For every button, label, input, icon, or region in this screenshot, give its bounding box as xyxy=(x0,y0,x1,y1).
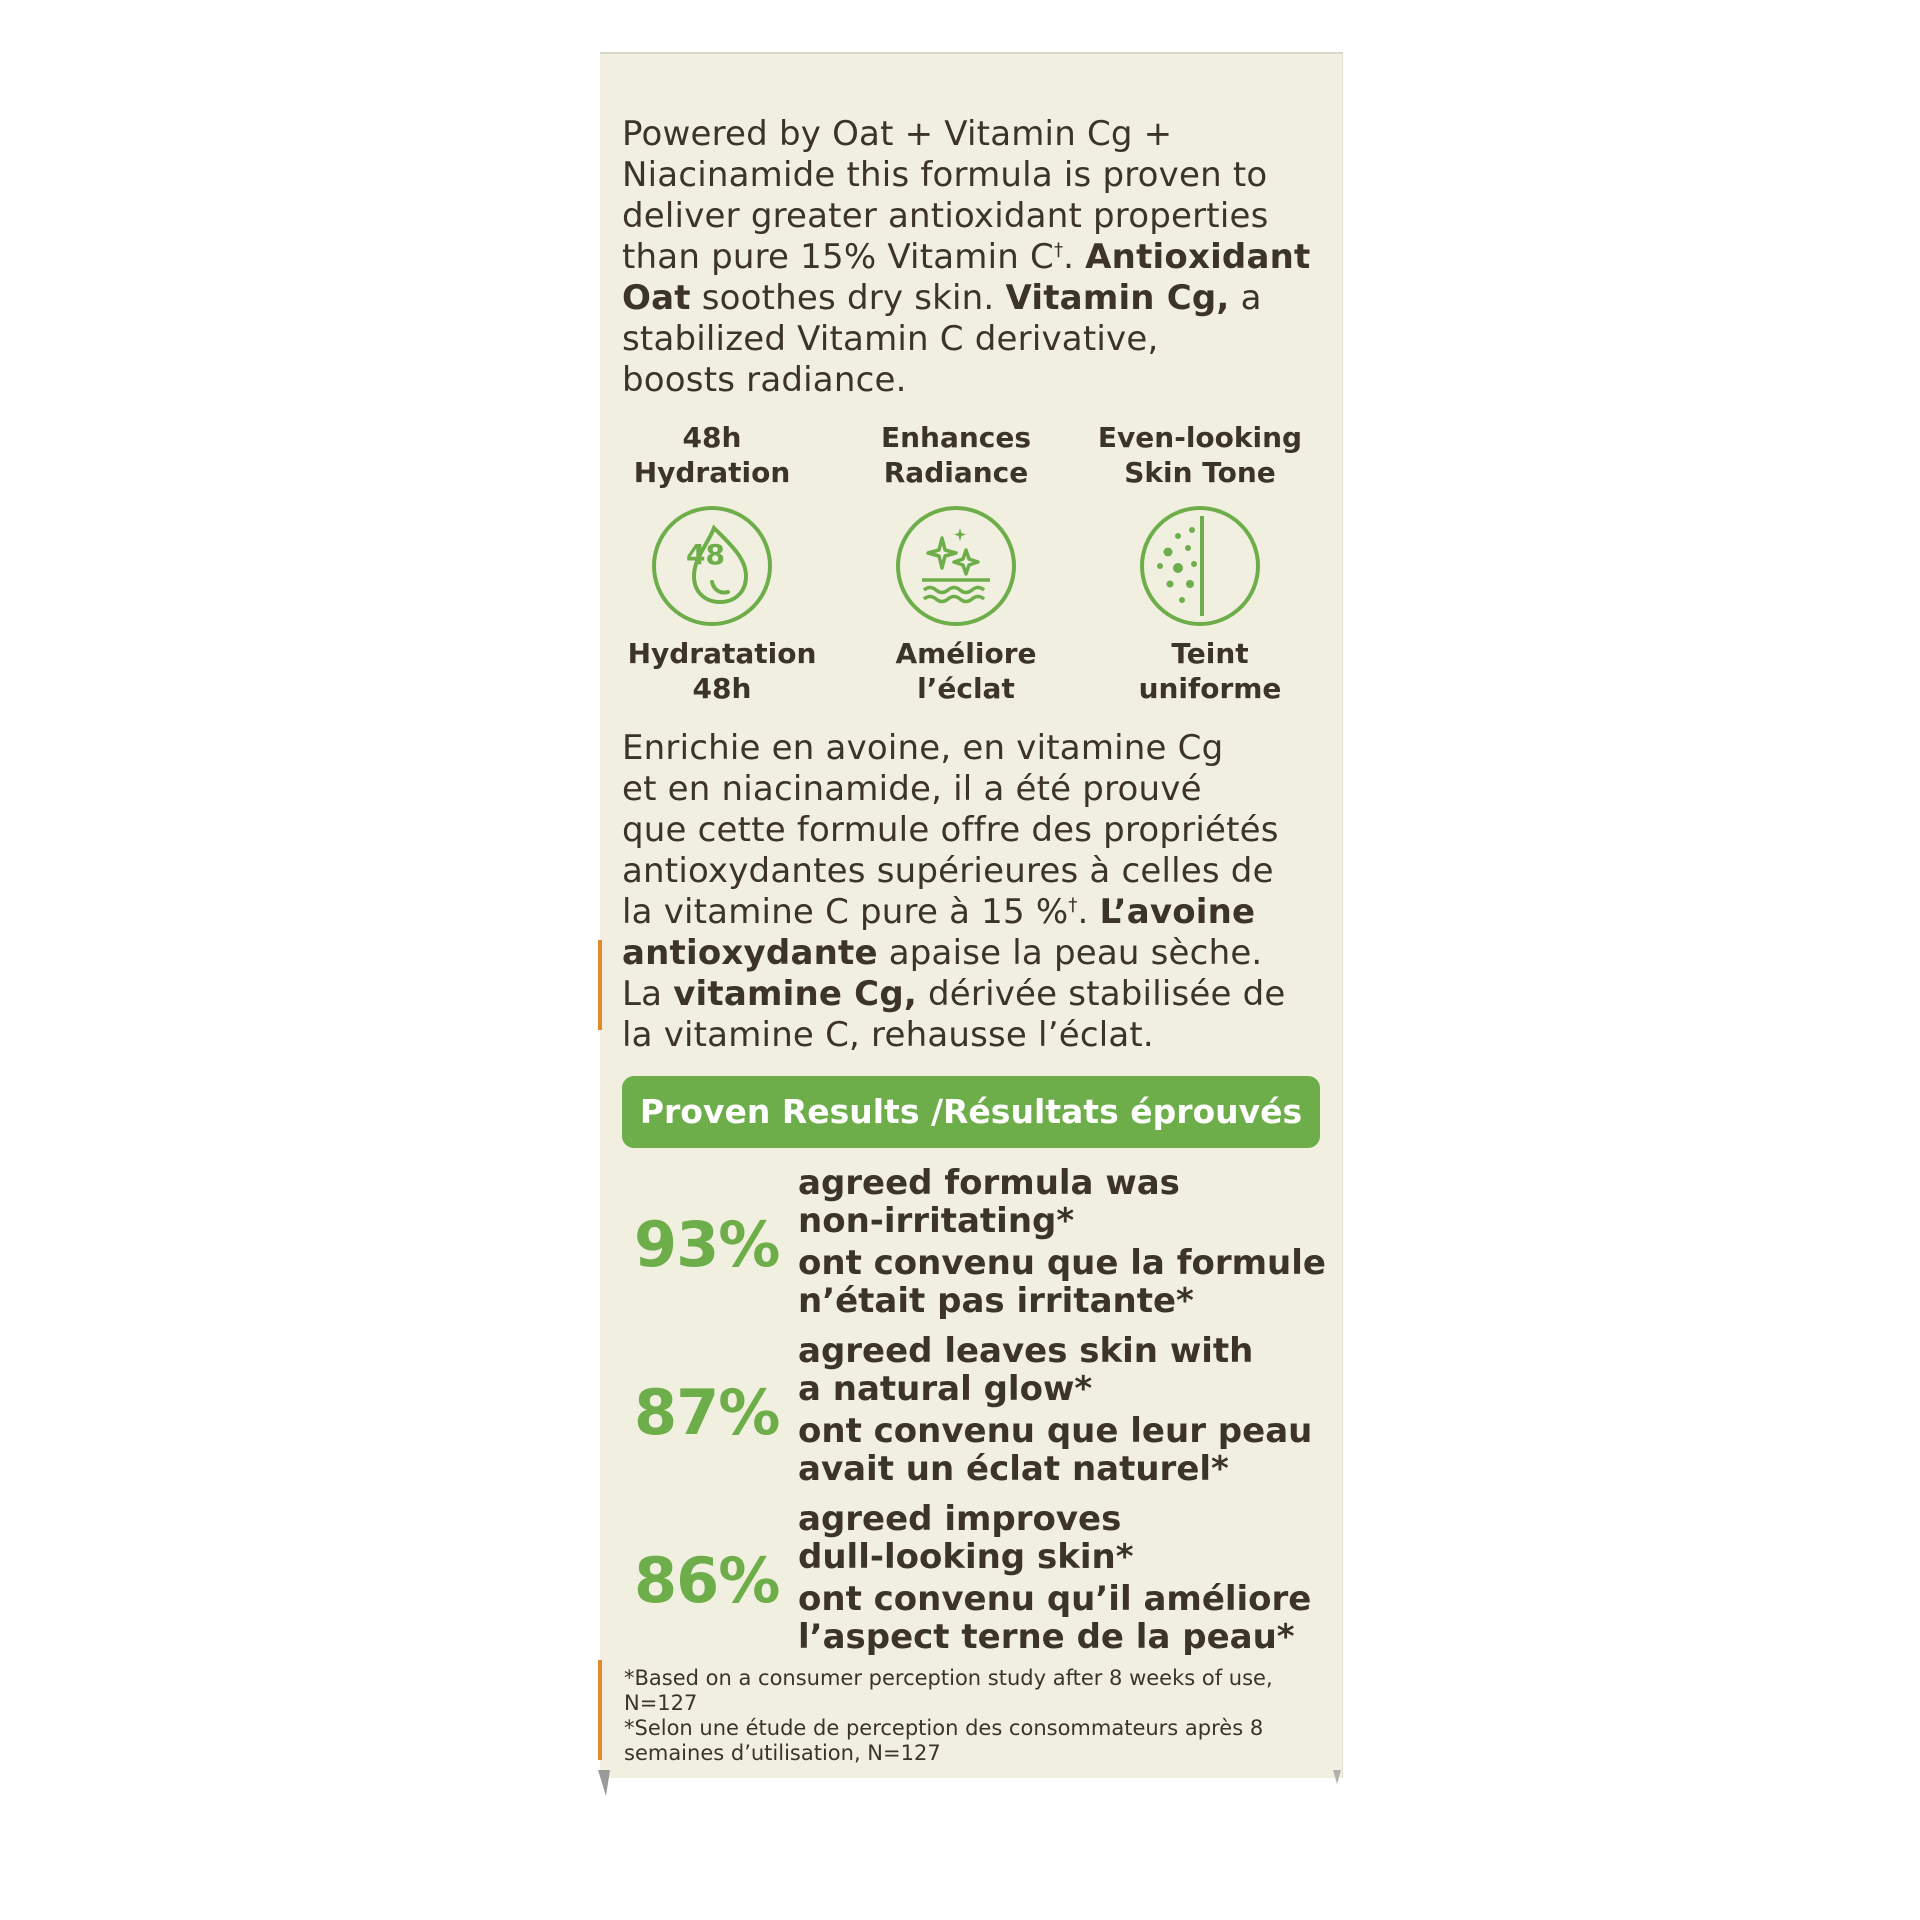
intro-fr-line xyxy=(622,892,1322,933)
stat-claim-line: ont convenu que leur peau xyxy=(798,1411,1313,1451)
benefit-title-en xyxy=(836,420,1076,490)
stat-claim xyxy=(798,1332,1338,1488)
footnote-en: *Based on a consumer perception study after 8 weeks of use, N=127 xyxy=(624,1666,1273,1715)
intro-fr-bold: antioxydante xyxy=(622,933,878,973)
intro-en-line xyxy=(622,237,1322,278)
stat-row xyxy=(622,1500,1342,1660)
dagger-mark: † xyxy=(1053,239,1064,261)
intro-fr-text: dérivée stabilisée de xyxy=(917,974,1286,1014)
intro-fr-bold: L’avoine xyxy=(1099,892,1256,932)
benefit-title-en xyxy=(1080,420,1320,490)
stat-claim xyxy=(798,1164,1338,1320)
intro-fr-text: La xyxy=(622,974,674,1014)
benefit-title-fr xyxy=(1090,636,1330,706)
benefit-title-line: Radiance xyxy=(883,456,1029,489)
footnotes xyxy=(624,1666,1324,1766)
intro-fr-line: antioxydantes supérieures à celles de xyxy=(622,851,1274,891)
intro-fr-line: la vitamine C, rehausse l’éclat. xyxy=(622,1015,1154,1055)
stat-claim-line: l’aspect terne de la peau* xyxy=(798,1617,1295,1657)
stat-percent: 86% xyxy=(634,1544,780,1617)
intro-en-text: soothes dry skin. xyxy=(690,278,1006,318)
water-drop-48-icon xyxy=(650,504,774,628)
intro-fr-line xyxy=(622,933,1322,974)
benefit-title-line: Hydratation xyxy=(627,637,817,670)
intro-english xyxy=(622,114,1322,401)
sparkle-radiance-icon xyxy=(894,504,1018,628)
footnote-fr: *Selon une étude de perception des consommateurs après 8 xyxy=(624,1716,1264,1740)
intro-fr-line: que cette formule offre des propriétés xyxy=(622,810,1279,850)
intro-fr-text: la vitamine C pure à 15 % xyxy=(622,892,1069,932)
benefit-title-line: Enhances xyxy=(880,421,1032,454)
stat-percent: 93% xyxy=(634,1208,780,1281)
stat-claim-line: non-irritating* xyxy=(798,1201,1075,1241)
benefit-title-line: Even-looking xyxy=(1097,421,1303,454)
intro-en-line: Niacinamide this formula is proven to xyxy=(622,155,1268,195)
box-shadow-right xyxy=(1333,1770,1341,1784)
intro-en-bold: Antioxidant xyxy=(1085,237,1311,277)
stat-row xyxy=(622,1332,1342,1492)
intro-fr-line: et en niacinamide, il a été prouvé xyxy=(622,769,1202,809)
orange-edge-bottom xyxy=(598,1660,602,1760)
even-skin-tone-icon xyxy=(1138,504,1262,628)
intro-en-text: than pure 15% Vitamin C xyxy=(622,237,1054,277)
intro-fr-bold: vitamine Cg, xyxy=(673,974,917,1014)
stat-claim-line: ont convenu qu’il améliore xyxy=(798,1579,1312,1619)
box-shadow-left xyxy=(598,1770,610,1796)
stat-claim-line: agreed formula was xyxy=(798,1163,1180,1203)
stat-claim-line: agreed leaves skin with xyxy=(798,1331,1254,1371)
icon-number: 48 xyxy=(686,538,725,571)
stat-percent: 87% xyxy=(634,1376,780,1449)
intro-fr-text: apaise la peau sèche. xyxy=(877,933,1263,973)
benefit-title-line: 48h xyxy=(682,421,742,454)
stat-claim-line: agreed improves xyxy=(798,1499,1122,1539)
intro-en-bold: Vitamin Cg, xyxy=(1005,278,1230,318)
stat-claim xyxy=(798,1500,1338,1656)
orange-edge-top xyxy=(598,940,602,1030)
stat-claim-line: avait un éclat naturel* xyxy=(798,1449,1229,1489)
intro-en-text: . xyxy=(1063,237,1086,277)
intro-en-text: a xyxy=(1229,278,1262,318)
benefits-row xyxy=(622,420,1342,720)
intro-fr-line: Enrichie en avoine, en vitamine Cg xyxy=(622,728,1224,768)
stat-claim-line: n’était pas irritante* xyxy=(798,1281,1194,1321)
intro-en-line: boosts radiance. xyxy=(622,360,907,400)
benefit-title-fr xyxy=(846,636,1086,706)
benefit-title-line: Améliore xyxy=(895,637,1037,670)
benefit-title-line: 48h xyxy=(692,672,752,705)
intro-fr-line xyxy=(622,974,1322,1015)
benefit-title-line: Hydration xyxy=(633,456,791,489)
stat-row xyxy=(622,1164,1342,1324)
intro-en-line: deliver greater antioxidant properties xyxy=(622,196,1269,236)
benefit-title-line: Skin Tone xyxy=(1124,456,1276,489)
benefit-title-line: uniforme xyxy=(1138,672,1282,705)
benefit-title-fr xyxy=(602,636,842,706)
stat-claim-line: ont convenu que la formule xyxy=(798,1243,1326,1283)
proven-results-banner: Proven Results /Résultats éprouvés xyxy=(622,1076,1320,1148)
dagger-mark: † xyxy=(1068,894,1078,916)
footnote-fr: semaines d’utilisation, N=127 xyxy=(624,1741,941,1765)
stat-claim-line: dull-looking skin* xyxy=(798,1537,1134,1577)
intro-en-bold: Oat xyxy=(622,278,691,318)
benefit-title-line: Teint xyxy=(1171,637,1249,670)
benefit-title-en xyxy=(592,420,832,490)
benefit-title-line: l’éclat xyxy=(917,672,1015,705)
intro-french xyxy=(622,728,1322,1056)
intro-en-line: Powered by Oat + Vitamin Cg + xyxy=(622,114,1173,154)
intro-en-line: stabilized Vitamin C derivative, xyxy=(622,319,1159,359)
stat-claim-line: a natural glow* xyxy=(798,1369,1093,1409)
intro-fr-text: . xyxy=(1077,892,1100,932)
intro-en-line xyxy=(622,278,1322,319)
